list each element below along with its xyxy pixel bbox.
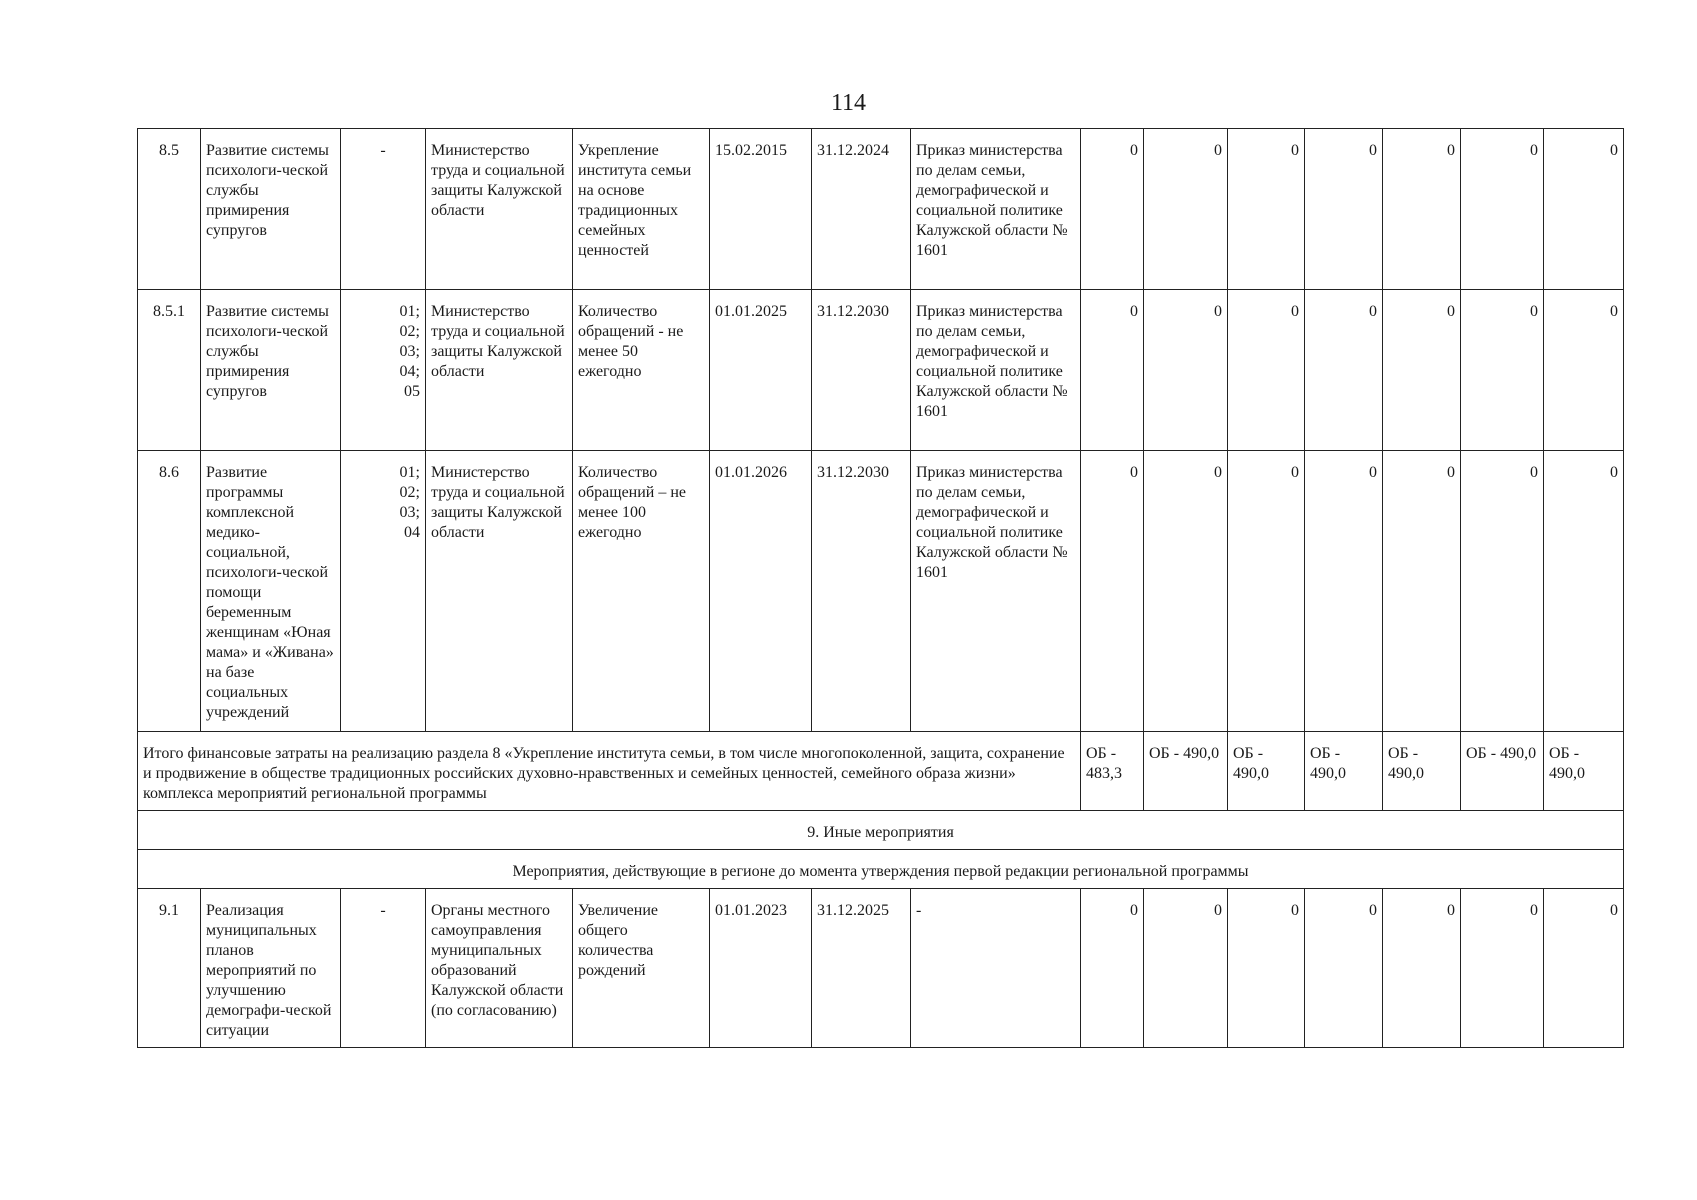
- funding-value: 0: [1544, 889, 1624, 1048]
- indicator-codes: -: [341, 889, 426, 1048]
- executor: Министерство труда и социальной защиты Калужской области: [426, 451, 573, 732]
- expected-result: Укрепление института семьи на основе традиционных семейных ценностей: [573, 129, 710, 290]
- indicator-codes: 01; 02; 03; 04: [341, 451, 426, 732]
- table-row: [138, 290, 1624, 451]
- funding-value: 0: [1228, 889, 1305, 1048]
- end-date: 31.12.2024: [812, 129, 911, 290]
- funding-value: 0: [1461, 889, 1544, 1048]
- funding-value: 0: [1144, 451, 1228, 732]
- funding-value: 0: [1081, 451, 1144, 732]
- row-number: 8.5: [138, 129, 201, 290]
- funding-value: 0: [1305, 889, 1383, 1048]
- legal-basis: Приказ министерства по делам семьи, демографической и социальной политике Калужской области № 1601: [911, 290, 1081, 451]
- funding-value: 0: [1461, 451, 1544, 732]
- funding-value: 0: [1461, 290, 1544, 451]
- start-date: 01.01.2023: [710, 889, 812, 1048]
- funding-value: 0: [1081, 290, 1144, 451]
- funding-value: 0: [1544, 290, 1624, 451]
- measure-name: Реализация муниципальных планов мероприятий по улучшению демографи-ческой ситуации: [201, 889, 341, 1048]
- funding-value: 0: [1081, 129, 1144, 290]
- section-heading-row: [138, 811, 1624, 850]
- section-subheading: Мероприятия, действующие в регионе до момента утверждения первой редакции региональной программы: [138, 850, 1624, 889]
- indicator-codes: -: [341, 129, 426, 290]
- total-row: [138, 732, 1624, 811]
- funding-value: 0: [1228, 290, 1305, 451]
- total-value: ОБ - 490,0: [1383, 732, 1461, 811]
- page-number: 114: [830, 90, 867, 116]
- start-date: 01.01.2026: [710, 451, 812, 732]
- funding-value: 0: [1081, 889, 1144, 1048]
- indicator-codes: 01; 02; 03; 04; 05: [341, 290, 426, 451]
- end-date: 31.12.2030: [812, 290, 911, 451]
- measure-name: Развитие программы комплексной медико-социальной, психологи-ческой помощи беременным женщинам «Юная мама» и «Живана» на базе социальных учреждений: [201, 451, 341, 732]
- funding-value: 0: [1461, 129, 1544, 290]
- table-row: [138, 451, 1624, 732]
- measure-name: Развитие системы психологи-ческой службы примирения супругов: [201, 129, 341, 290]
- funding-value: 0: [1305, 451, 1383, 732]
- end-date: 31.12.2030: [812, 451, 911, 732]
- table-row: [138, 889, 1624, 1048]
- expected-result: Увеличение общего количества рождений: [573, 889, 710, 1048]
- executor: Органы местного самоуправления муниципальных образований Калужской области (по согласованию): [426, 889, 573, 1048]
- funding-value: 0: [1144, 290, 1228, 451]
- table-row: [138, 129, 1624, 290]
- total-value: ОБ - 490,0: [1144, 732, 1228, 811]
- funding-value: 0: [1305, 129, 1383, 290]
- section-heading: 9. Иные мероприятия: [138, 811, 1624, 850]
- funding-value: 0: [1383, 889, 1461, 1048]
- expected-result: Количество обращений – не менее 100 ежегодно: [573, 451, 710, 732]
- executor: Министерство труда и социальной защиты Калужской области: [426, 129, 573, 290]
- total-value: ОБ - 490,0: [1461, 732, 1544, 811]
- row-number: 9.1: [138, 889, 201, 1048]
- total-value: ОБ - 490,0: [1305, 732, 1383, 811]
- measures-table: [137, 128, 1624, 1048]
- legal-basis: Приказ министерства по делам семьи, демографической и социальной политике Калужской области № 1601: [911, 129, 1081, 290]
- section-subheading-row: [138, 850, 1624, 889]
- row-number: 8.6: [138, 451, 201, 732]
- funding-value: 0: [1305, 290, 1383, 451]
- funding-value: 0: [1383, 451, 1461, 732]
- total-value: ОБ - 490,0: [1228, 732, 1305, 811]
- funding-value: 0: [1383, 290, 1461, 451]
- row-number: 8.5.1: [138, 290, 201, 451]
- funding-value: 0: [1228, 451, 1305, 732]
- funding-value: 0: [1228, 129, 1305, 290]
- total-value: ОБ - 483,3: [1081, 732, 1144, 811]
- expected-result: Количество обращений - не менее 50 ежегодно: [573, 290, 710, 451]
- funding-value: 0: [1144, 889, 1228, 1048]
- end-date: 31.12.2025: [812, 889, 911, 1048]
- measure-name: Развитие системы психологи-ческой службы примирения супругов: [201, 290, 341, 451]
- funding-value: 0: [1544, 129, 1624, 290]
- legal-basis: Приказ министерства по делам семьи, демографической и социальной политике Калужской области № 1601: [911, 451, 1081, 732]
- funding-value: 0: [1144, 129, 1228, 290]
- executor: Министерство труда и социальной защиты Калужской области: [426, 290, 573, 451]
- start-date: 01.01.2025: [710, 290, 812, 451]
- funding-value: 0: [1544, 451, 1624, 732]
- total-value: ОБ - 490,0: [1544, 732, 1624, 811]
- total-label: Итого финансовые затраты на реализацию раздела 8 «Укрепление института семьи, в том числе многопоколенной, защита, сохранение и продвижение в обществе традиционных российских духовно-нравственных и семейных ценностей, семейного образа жизни» комплекса мероприятий региональной программы: [138, 732, 1081, 811]
- start-date: 15.02.2015: [710, 129, 812, 290]
- funding-value: 0: [1383, 129, 1461, 290]
- legal-basis: -: [911, 889, 1081, 1048]
